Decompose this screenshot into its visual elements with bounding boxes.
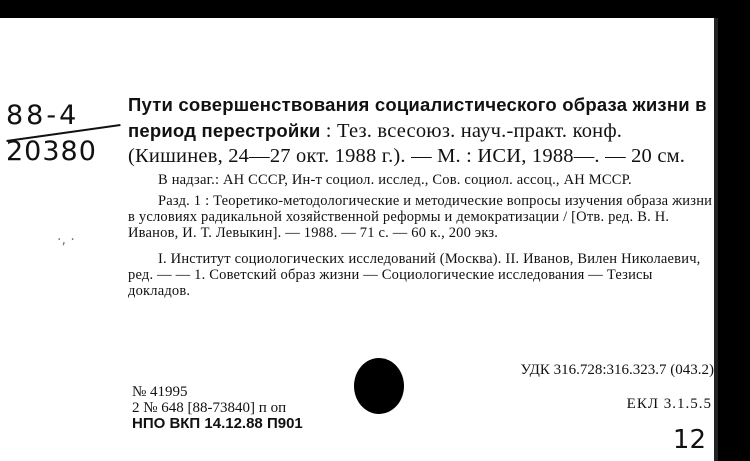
- scan-border-right: [718, 0, 750, 461]
- scan-border-top: [0, 0, 750, 18]
- footer-npo: НПО ВКП 14.12.88 П901: [132, 415, 303, 432]
- handwritten-shelf-mark: 88-4: [6, 100, 80, 131]
- card-section: Разд. 1 : Теоретико-методологические и методические вопросы изучения образа жизни в условиях радикальной хозяйственной реформы и демократизации / [Отв. ред. В. Н. Иванов, И. Т. Левыкин]. — 1988. — 71 с. — 60 к., 200 экз.: [128, 193, 713, 241]
- card-title: Пути совершенствования социалистического образа жизни в период перестройки: [128, 94, 707, 141]
- card-udk: УДК 316.728:316.323.7 (043.2): [520, 362, 714, 378]
- card-footer: [132, 384, 303, 432]
- handwritten-corner-number: 12: [672, 425, 706, 455]
- catalog-card-body: [128, 92, 714, 378]
- punch-hole: [354, 358, 404, 414]
- scan-speck: ·, ·: [57, 232, 75, 248]
- footer-number: № 41995: [132, 384, 188, 400]
- card-tracings: I. Институт социологических исследований (Москва). II. Иванов, Вилен Николаевич, ред. — — 1. Советский образ жизни — Социологические исследования — Тезисы докладов.: [128, 251, 701, 299]
- handwritten-inventory-number: 20380: [6, 136, 97, 167]
- footer-ekl: ЕКЛ 3.1.5.5: [626, 396, 712, 412]
- card-imprint: : Тез. всесоюз. науч.-практ. конф. (Кишинев, 24—27 окт. 1988 г.). — М. : ИСИ, 1988—. — 20 см.: [128, 120, 686, 167]
- card-supplement: В надзаг.: АН СССР, Ин-т социол. исслед., Сов. социол. ассоц., АН МССР.: [158, 172, 632, 188]
- scan-border-right-inner: [714, 18, 718, 461]
- footer-ordering: 2 № 648 [88-73840] п оп: [132, 400, 287, 416]
- card-heading: [128, 92, 714, 169]
